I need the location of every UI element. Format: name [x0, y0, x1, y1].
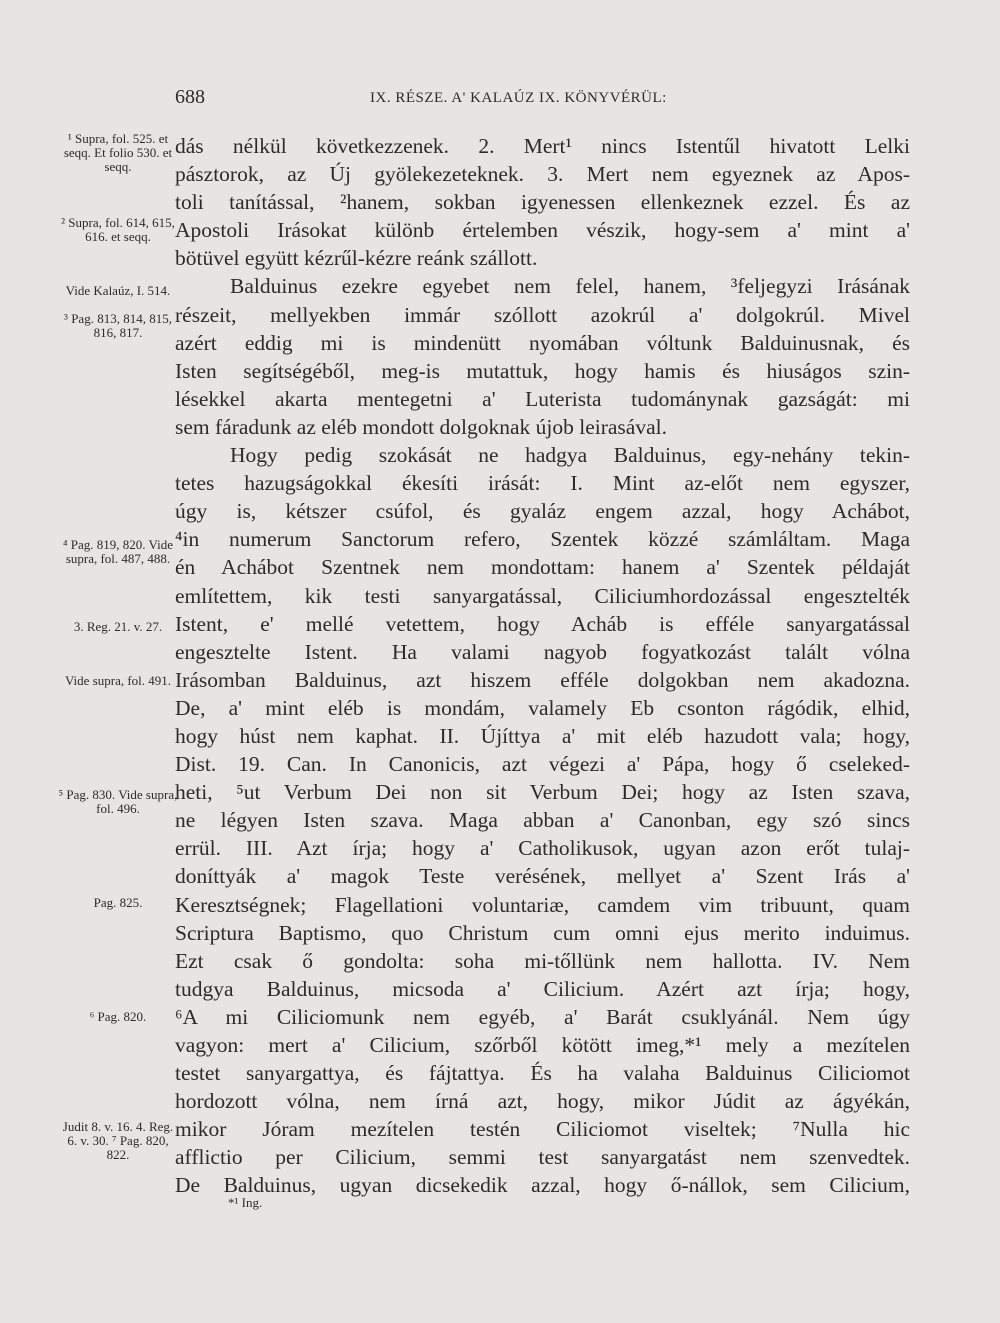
- text-line: Keresztségnek; Flagellationi voluntariæ, camdem vim tribuunt, quam: [175, 892, 910, 917]
- text-line: részeit, mellyekben immár szóllott azokrúl a' dolgokrúl. Mivel: [175, 302, 910, 327]
- text-line: De, a' mint eléb is mondám, valamely Eb csonton rágódik, elhid,: [175, 695, 910, 720]
- text-line: errül. III. Azt írja; hogy a' Catholikusok, ugyan azon erőt tulaj-: [175, 836, 910, 861]
- text-line: ne légyen Isten szava. Maga abban a' Canonban, egy szó sincs: [175, 808, 910, 833]
- text-line: azért eddig mi is mindenütt nyomában vóltunk Balduinusnak, és: [175, 330, 910, 355]
- footnote: *¹ Ing.: [228, 1195, 263, 1210]
- text-line: ⁴in numerum Sanctorum refero, Szentek közzé számláltam. Maga: [175, 527, 910, 552]
- margin-note: ¹ Supra, fol. 525. et seqq. Et folio 530. et seqq.: [63, 131, 173, 174]
- text-line: hordozott vólna, nem írná azt, hogy, mikor Júdit az ágyékán,: [175, 1089, 910, 1114]
- text-line: úgy is, kétszer csúfol, és gyaláz engem azzal, hogy Achábot,: [175, 499, 910, 524]
- text-line: Scriptura Baptismo, quo Christum cum omni ejus merito induimus.: [175, 920, 910, 945]
- text-line: toli tanítással, ²hanem, sokban igyenessen ellenkeznek ezzel. És az: [175, 190, 910, 215]
- text-line: bötüvel együtt kézrűl-kézre reánk szállott.: [175, 246, 538, 271]
- text-line: Isten segítségéből, meg-is mutattuk, hogy hamis és hiuságos szin-: [175, 358, 910, 383]
- text-line: hogy húst nem kaphat. II. Újíttya a' mit eléb hazudott vala; hogy,: [175, 723, 910, 748]
- text-line: dás nélkül következzenek. 2. Mert¹ nincs Istentűl hivatott Lelki: [175, 134, 910, 158]
- text-line: Irásomban Balduinus, azt hiszem efféle dolgokban nem akadozna.: [175, 667, 910, 692]
- text-line: említettem, kik testi sanyargatással, Ciliciumhordozással engesztelték: [175, 583, 910, 608]
- margin-note: Vide Kalaúz, I. 514.: [65, 283, 171, 298]
- text-line: Hogy pedig szokását ne hadgya Balduinus, egy-nehány tekin-: [230, 443, 910, 468]
- margin-note: Vide supra, fol. 491.: [64, 673, 172, 688]
- text-line: tetes hazugságokkal ékesíti irását: I. Mint az-előt nem egyszer,: [175, 471, 910, 496]
- text-line: afflictio per Cilicium, semmi test sanyargatást nem szenvedtek.: [175, 1145, 910, 1170]
- text-line: testet sanyargattya, és fájtattya. És ha valaha Balduinus Ciliciomot: [175, 1061, 910, 1086]
- margin-note: Pag. 825.: [93, 895, 143, 910]
- text-line: Ezt csak ő gondolta: soha mi-tőllünk nem hallotta. IV. Nem: [175, 948, 910, 973]
- text-line: Dist. 19. Can. In Canonicis, azt végezi a' Pápa, hogy ő cseleked-: [175, 752, 910, 777]
- margin-note: ⁵ Pag. 830. Vide supra, fol. 496.: [58, 787, 178, 816]
- margin-note: Judit 8. v. 16. 4. Reg. 6. v. 30. ⁷ Pag. 820, 822.: [62, 1119, 174, 1162]
- running-head: IX. RÉSZE. A' KALAÚZ IX. KÖNYVÉRÜL:: [370, 90, 667, 106]
- text-line: Istent, e' mellé vetettem, hogy Acháb is efféle sanyargatással: [175, 611, 910, 636]
- text-line: én Achábot Szentnek nem mondottam: hanem a' Szentek példaját: [175, 555, 910, 580]
- text-line: ⁶A mi Ciliciomunk nem egyéb, a' Barát csuklyánál. Nem úgy: [175, 1004, 910, 1029]
- main-text: [175, 132, 910, 1200]
- text-line: sem fáradunk az eléb mondott dolgoknak újob leirasával.: [175, 414, 667, 439]
- text-line: vagyon: mert a' Cilicium, szőrből kötött imeg,*¹ mely a mezítelen: [175, 1033, 910, 1057]
- text-line: doníttyák a' magok Teste verésének, mellyet a' Szent Irás a': [175, 864, 910, 889]
- text-line: pásztorok, az Új gyölekezeteknek. 3. Mert nem egyeznek az Apos-: [175, 162, 910, 187]
- margin-note: ⁶ Pag. 820.: [89, 1009, 147, 1024]
- page-header: [175, 86, 905, 114]
- text-line: De Balduinus, ugyan dicsekedik azzal, hogy ő-nállok, sem Cilicium,: [175, 1173, 910, 1198]
- text-line: heti, ⁵ut Verbum Dei non sit Verbum Dei; hogy az Isten szava,: [175, 780, 910, 805]
- margin-note: ² Supra, fol. 614, 615, 616. et seqq.: [61, 215, 175, 244]
- text-line: Apostoli Irásokat különb értelemben vészik, hogy-sem a' mint a': [175, 218, 910, 243]
- text-line: mikor Jóram mezítelen testén Ciliciomot viseltek; ⁷Nulla hic: [175, 1117, 910, 1142]
- margin-note: ³ Pag. 813, 814, 815, 816, 817.: [64, 311, 172, 340]
- margin-note: ⁴ Pag. 819, 820. Vide supra, fol. 487, 488.: [62, 537, 174, 566]
- text-line: engesztelte Istent. Ha valami nagyob fogyatkozást talált vólna: [175, 639, 910, 664]
- text-line: lésekkel akarta mentegetni a' Luterista tudománynak gazságát: mi: [175, 386, 910, 411]
- margin-note: 3. Reg. 21. v. 27.: [73, 619, 163, 634]
- text-line: Balduinus ezekre egyebet nem felel, hanem, ³feljegyzi Irásának: [230, 274, 910, 299]
- text-line: tudgya Balduinus, micsoda a' Cilicium. Azért azt írja; hogy,: [175, 976, 910, 1001]
- page-number: 688: [175, 86, 205, 108]
